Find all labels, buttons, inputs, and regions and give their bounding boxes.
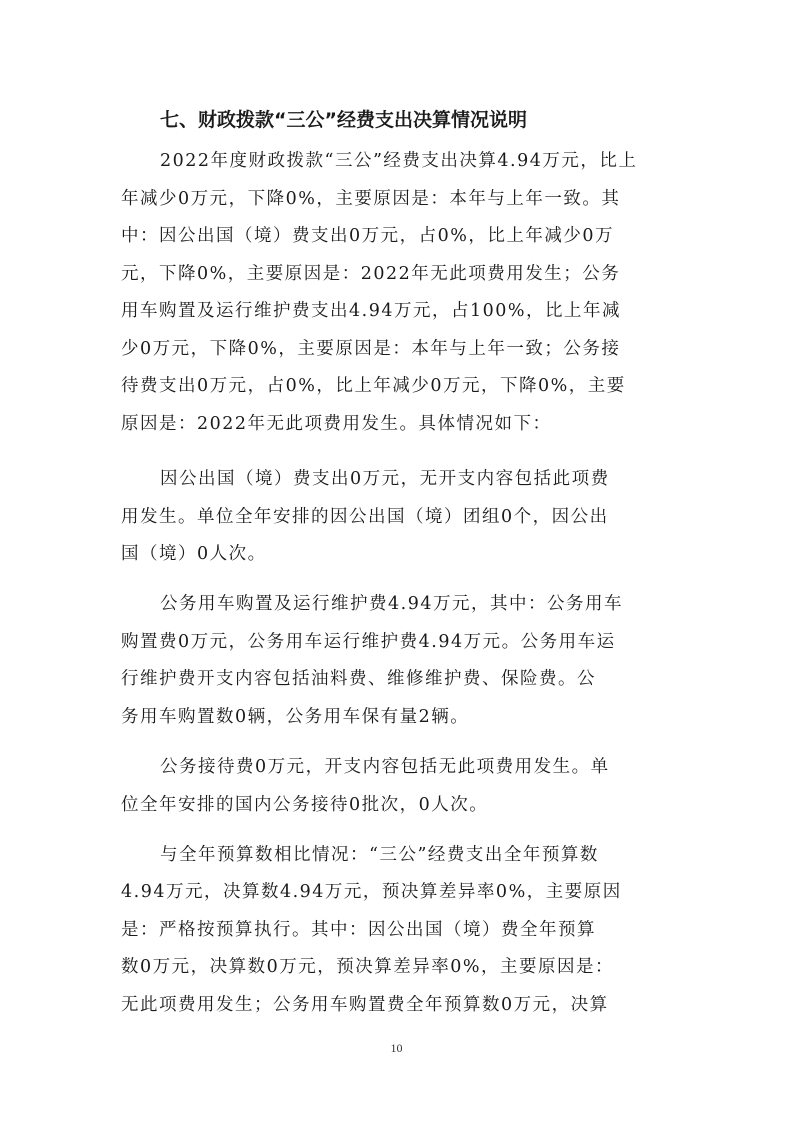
- text-line: 是：严格按预算执行。其中：因公出国（境）费全年预算: [121, 920, 596, 940]
- text-line: 年减少0万元，下降0%，主要原因是：本年与上年一致。其: [121, 189, 621, 209]
- text-line: 原因是：2022年无此项费用发生。具体情况如下：: [121, 414, 552, 434]
- text-line: 元，下降0%，主要原因是：2022年无此项费用发生；公务: [121, 264, 621, 284]
- text-line: 购置费0万元，公务用车运行维护费4.94万元。公务用车运: [121, 632, 616, 652]
- page-number: 10: [390, 1041, 403, 1055]
- text-line: 中：因公出国（境）费支出0万元，占0%，比上年减少0万: [121, 226, 615, 246]
- text-line: 公务用车购置及运行维护费4.94万元，其中：公务用车: [160, 594, 623, 614]
- text-line: 国（境）0人次。: [121, 544, 267, 564]
- text-line: 因公出国（境）费支出0万元，无开支内容包括此项费: [160, 469, 610, 489]
- text-line: 公务接待费0万元，开支内容包括无此项费用发生。单: [160, 757, 610, 777]
- text-line: 用发生。单位全年安排的因公出国（境）团组0个，因公出: [121, 507, 609, 527]
- text-line: 少0万元，下降0%，主要原因是：本年与上年一致；公务接: [121, 339, 621, 359]
- text-line: 行维护费开支内容包括油料费、维修维护费、保险费。公: [121, 669, 596, 689]
- text-line: 与全年预算数相比情况：“三公”经费支出全年预算数: [160, 845, 599, 865]
- text-line: 无此项费用发生；公务用车购置费全年预算数0万元，决算: [121, 995, 609, 1015]
- text-line: 数0万元，决算数0万元，预决算差异率0%，主要原因是：: [121, 957, 615, 977]
- section-heading: 七、财政拨款“三公”经费支出决算情况说明: [160, 109, 527, 131]
- text-line: 2022年度财政拨款“三公”经费支出决算4.94万元，比上: [160, 151, 638, 171]
- text-line: 用车购置及运行维护费支出4.94万元，占100%，比上年减: [121, 301, 621, 321]
- text-line: 待费支出0万元，占0%，比上年减少0万元，下降0%，主要: [121, 376, 626, 396]
- text-line: 4.94万元，决算数4.94万元，预决算差异率0%，主要原因: [121, 882, 622, 902]
- text-line: 位全年安排的国内公务接待0批次，0人次。: [121, 795, 489, 815]
- text-line: 务用车购置数0辆，公务用车保有量2辆。: [121, 707, 470, 727]
